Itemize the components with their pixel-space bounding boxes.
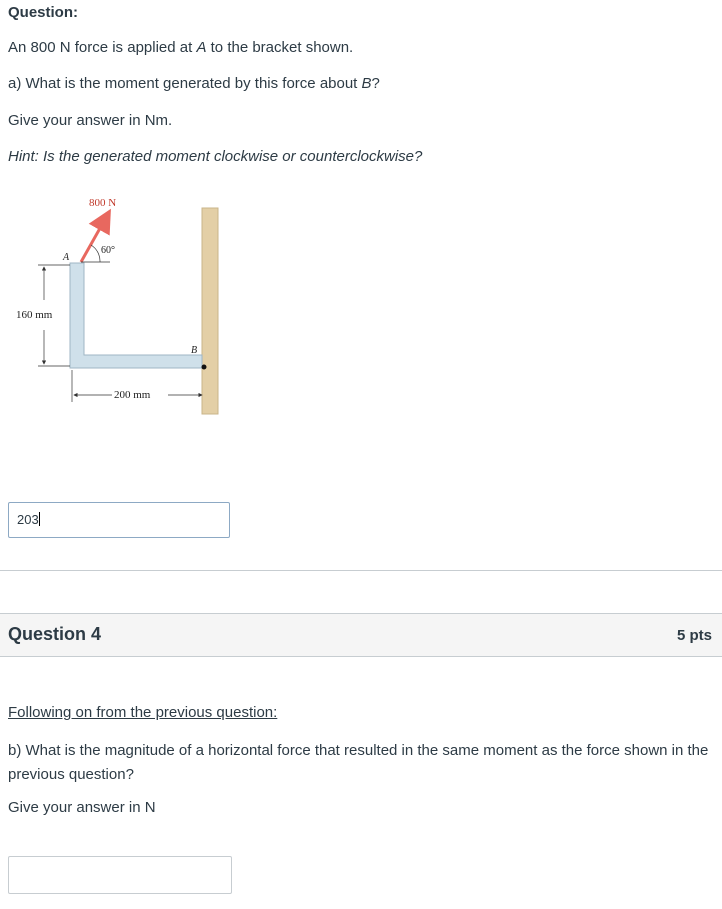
previous-question-link[interactable]: Following on from the previous question: (8, 704, 278, 721)
question-label: Question: (8, 4, 78, 21)
point-a-label: A (63, 252, 70, 263)
question-text-line3: Give your answer in Nm. (8, 112, 173, 129)
question4-points: 5 pts (676, 627, 712, 644)
wall (202, 208, 218, 414)
question4-title: Question 4 (8, 624, 102, 644)
question-text-line2: a) What is the moment generated by this force about B? (8, 75, 380, 92)
answer-input[interactable] (8, 502, 230, 538)
answer2-input[interactable] (8, 856, 232, 894)
height-label: 160 mm (16, 309, 53, 321)
question4-header (0, 613, 722, 657)
bracket (70, 263, 202, 368)
question4-body: b) What is the magnitude of a horizontal force that resulted in the same moment as the force shown in the previous question? (8, 742, 709, 783)
question4-instruction: Give your answer in N (8, 799, 156, 816)
hint-text: Hint: Is the generated moment clockwise or counterclockwise? (8, 148, 423, 165)
bracket-diagram (8, 190, 228, 420)
angle-arc (91, 245, 100, 262)
angle-label: 60° (101, 245, 115, 256)
force-label: 800 N (89, 197, 117, 209)
question-text-line1: An 800 N force is applied at A to the bracket shown. (8, 39, 354, 56)
width-label: 200 mm (114, 389, 151, 401)
answer-input-value: 203 (17, 512, 39, 527)
point-b-label: B (191, 345, 198, 356)
point-b-dot (202, 365, 207, 370)
section-divider (0, 570, 722, 571)
